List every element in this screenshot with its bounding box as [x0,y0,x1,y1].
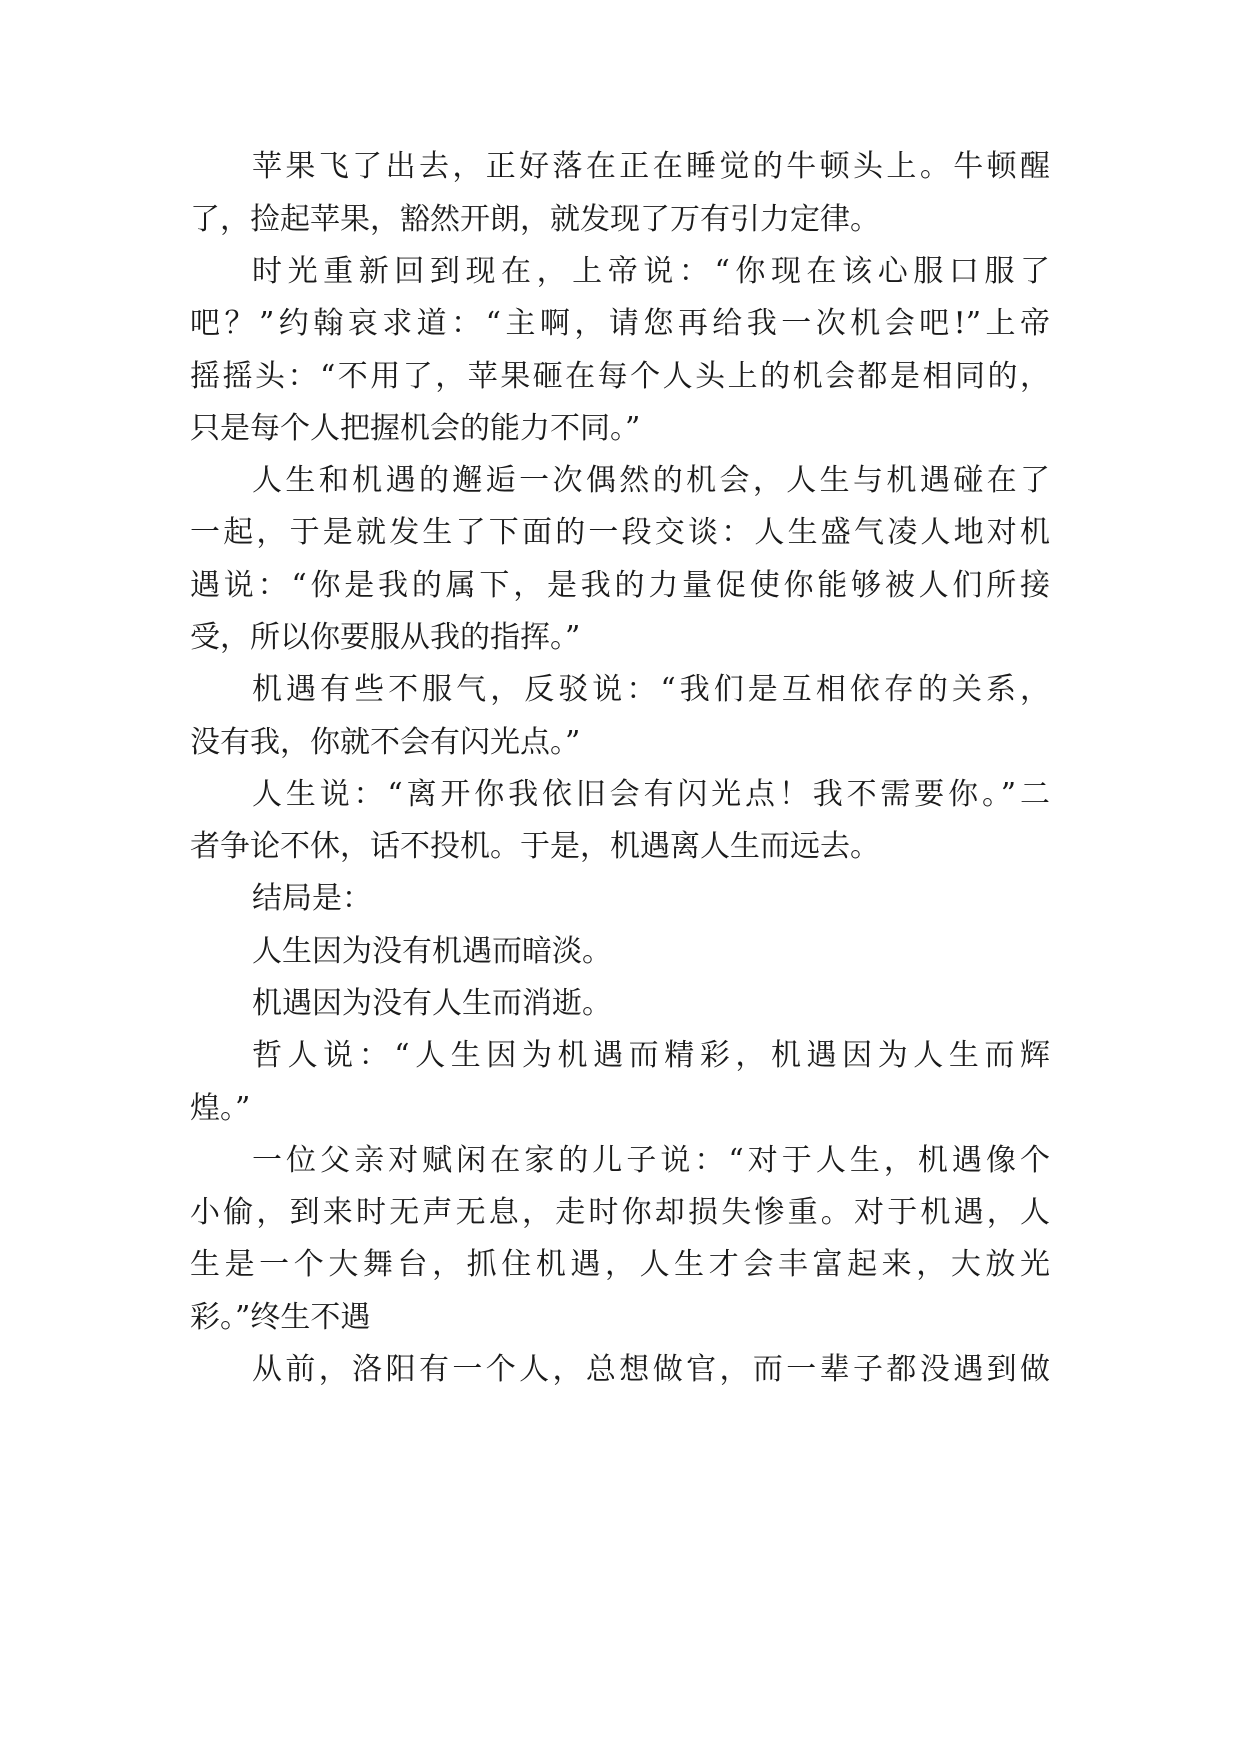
text-line: 时光重新回到现在，上帝说：“你现在该心服口服了 [252,254,1050,289]
text-line: 人生因为没有机遇而暗淡。 [252,934,612,969]
text-line: 人生说：“离开你我依旧会有闪光点！我不需要你。”二 [252,777,1050,812]
text-line: 受，所以你要服从我的指挥。” [190,620,581,655]
text-line: 结局是： [252,881,372,916]
text-line: 苹果飞了出去，正好落在正在睡觉的牛顿头上。牛顿醒 [252,149,1050,184]
text-line: 一位父亲对赋闲在家的儿子说：“对于人生，机遇像个 [252,1143,1050,1178]
text-line: 哲人说：“人生因为机遇而精彩，机遇因为人生而辉 [252,1038,1050,1073]
text-line: 人生和机遇的邂逅一次偶然的机会，人生与机遇碰在了 [252,463,1050,498]
text-line: 没有我，你就不会有闪光点。” [190,725,581,760]
text-line: 煌。” [190,1091,251,1126]
text-line: 机遇因为没有人生而消逝。 [252,986,612,1021]
text-line: 摇摇头：“不用了，苹果砸在每个人头上的机会都是相同的， [190,359,1050,394]
text-line: 一起，于是就发生了下面的一段交谈：人生盛气凌人地对机 [190,515,1050,550]
text-line: 吧？”约翰哀求道：“主啊，请您再给我一次机会吧!”上帝 [190,306,1050,341]
text-line: 小偷，到来时无声无息，走时你却损失惨重。对于机遇，人 [190,1195,1050,1230]
text-line: 彩。”终生不遇 [190,1300,371,1335]
text-line: 生是一个大舞台，抓住机遇，人生才会丰富起来，大放光 [190,1247,1050,1282]
text-line: 了，捡起苹果，豁然开朗，就发现了万有引力定律。 [190,202,880,237]
text-line: 只是每个人把握机会的能力不同。” [190,411,641,446]
text-line: 机遇有些不服气，反驳说：“我们是互相依存的关系， [252,672,1050,707]
text-line: 从前，洛阳有一个人，总想做官，而一辈子都没遇到做 [252,1352,1050,1387]
text-line: 遇说：“你是我的属下，是我的力量促使你能够被人们所接 [190,568,1050,603]
text-line: 者争论不休，话不投机。于是，机遇离人生而远去。 [190,829,880,864]
